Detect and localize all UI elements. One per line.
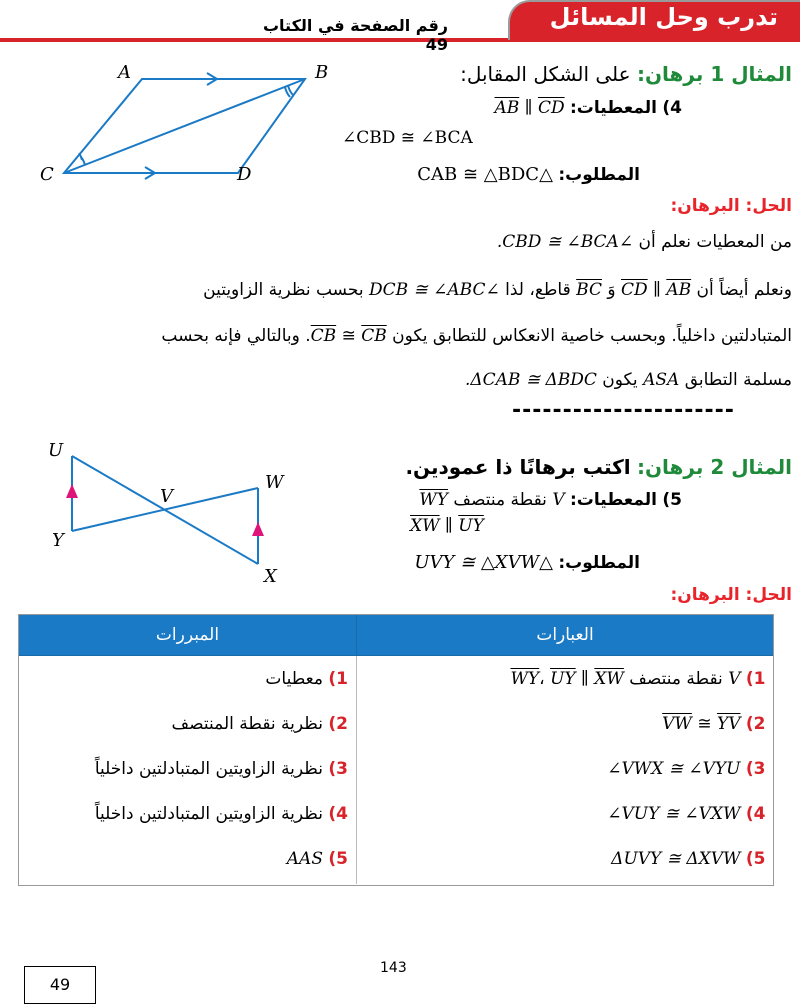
reason-5: 5) AAS bbox=[19, 836, 357, 884]
example1-solution-label: الحل: البرهان: bbox=[670, 196, 792, 216]
example1-title-rest: على الشكل المقابل: bbox=[460, 62, 631, 86]
example1-given: 4) المعطيات: AB ∥ CD bbox=[494, 98, 682, 118]
angle-mark-b2 bbox=[288, 85, 293, 95]
proof-line-4: مسلمة التطابق ASA يكون ΔCAB ≅ ΔBDC. bbox=[464, 370, 792, 390]
book-page-ref bbox=[248, 16, 448, 54]
label-y: Y bbox=[52, 530, 64, 551]
item-number-4: 4) bbox=[662, 98, 682, 118]
label-u: U bbox=[48, 440, 64, 461]
proof-line-1: من المعطيات نعلم أن ∠CBD ≅ ∠BCA. bbox=[496, 232, 792, 252]
table-row bbox=[19, 746, 774, 791]
separator: ---------------------- bbox=[512, 398, 735, 423]
given-label: المعطيات: bbox=[570, 98, 657, 118]
proof-line-2: ونعلم أيضاً أن CD ∥ AB وَ BC قاطع، لذا ∠DCB ≅ ∠ABC بحسب نظرية الزاويتين bbox=[203, 280, 792, 300]
example2-solution-label: الحل: البرهان: bbox=[670, 585, 792, 605]
label-d: D bbox=[237, 164, 252, 185]
reason-3: 3) نظرية الزاويتين المتبادلتين داخلياً bbox=[19, 746, 357, 791]
section-title: تدرب وحل المسائل bbox=[549, 3, 778, 31]
label-c: C bbox=[40, 164, 54, 185]
table-row bbox=[19, 701, 774, 746]
table-row bbox=[19, 656, 774, 702]
label-v: V bbox=[160, 486, 173, 507]
col-reasons: المبررات bbox=[19, 615, 357, 656]
proof-line-3: المتبادلتين داخلياً. وبحسب خاصية الانعكاس للتطابق يكون CB ≅ CB. وبالتالي فإنه بحسب bbox=[161, 326, 792, 346]
label-a: A bbox=[118, 62, 131, 83]
example2-title: المثال 2 برهان: اكتب برهانًا ذا عمودين. bbox=[405, 455, 792, 479]
reason-2: 2) نظرية نقطة المنتصف bbox=[19, 701, 357, 746]
table-row bbox=[19, 836, 774, 884]
example1-required: المطلوب: △CAB ≅ △BDC bbox=[417, 164, 640, 185]
parallel-arrow-wx bbox=[252, 522, 264, 536]
reason-4: 4) نظرية الزاويتين المتبادلتين داخلياً bbox=[19, 791, 357, 836]
col-statements: العبارات bbox=[357, 615, 774, 656]
statement-1: 1) V نقطة منتصف WY، UY ∥ XW bbox=[357, 656, 774, 702]
proof-table bbox=[18, 614, 774, 884]
example2-given1: 5) المعطيات: V نقطة منتصف WY bbox=[419, 490, 682, 510]
example1-given2: ∠CBD ≅ ∠BCA bbox=[342, 128, 473, 148]
parallelogram-figure bbox=[30, 60, 350, 190]
example2-given2: $\overline{XW}$ ∥ $\overline{UY}$ bbox=[410, 516, 484, 536]
statement-2: 2) VW ≅ YV bbox=[357, 701, 774, 746]
label-x: X bbox=[264, 566, 277, 586]
diagonal-cb bbox=[64, 79, 305, 173]
book-page-number: 49 bbox=[425, 35, 448, 54]
parallel-arrow-uy bbox=[66, 484, 78, 498]
example1-title: المثال 1 برهان: على الشكل المقابل: bbox=[460, 62, 792, 86]
angle-mark-c2 bbox=[79, 153, 82, 160]
table-row bbox=[19, 791, 774, 836]
label-b: B bbox=[315, 62, 329, 83]
bowtie-figure bbox=[40, 436, 300, 586]
reason-1: 1) معطيات bbox=[19, 656, 357, 702]
example2-title-rest: اكتب برهانًا ذا عمودين. bbox=[405, 455, 631, 479]
statement-3: 3) ∠VWX ≅ ∠VYU bbox=[357, 746, 774, 791]
example2-required: المطلوب: △UVY ≅ △XVW bbox=[414, 552, 640, 573]
page-number-box: 49 bbox=[24, 966, 96, 1004]
statement-5: 5) ΔUVY ≅ ΔXVW bbox=[357, 836, 774, 884]
label-w: W bbox=[265, 472, 284, 493]
book-page-label: رقم الصفحة في الكتاب bbox=[262, 16, 448, 35]
statement-4: 4) ∠VUY ≅ ∠VXW bbox=[357, 791, 774, 836]
page-number: 143 bbox=[380, 960, 407, 976]
